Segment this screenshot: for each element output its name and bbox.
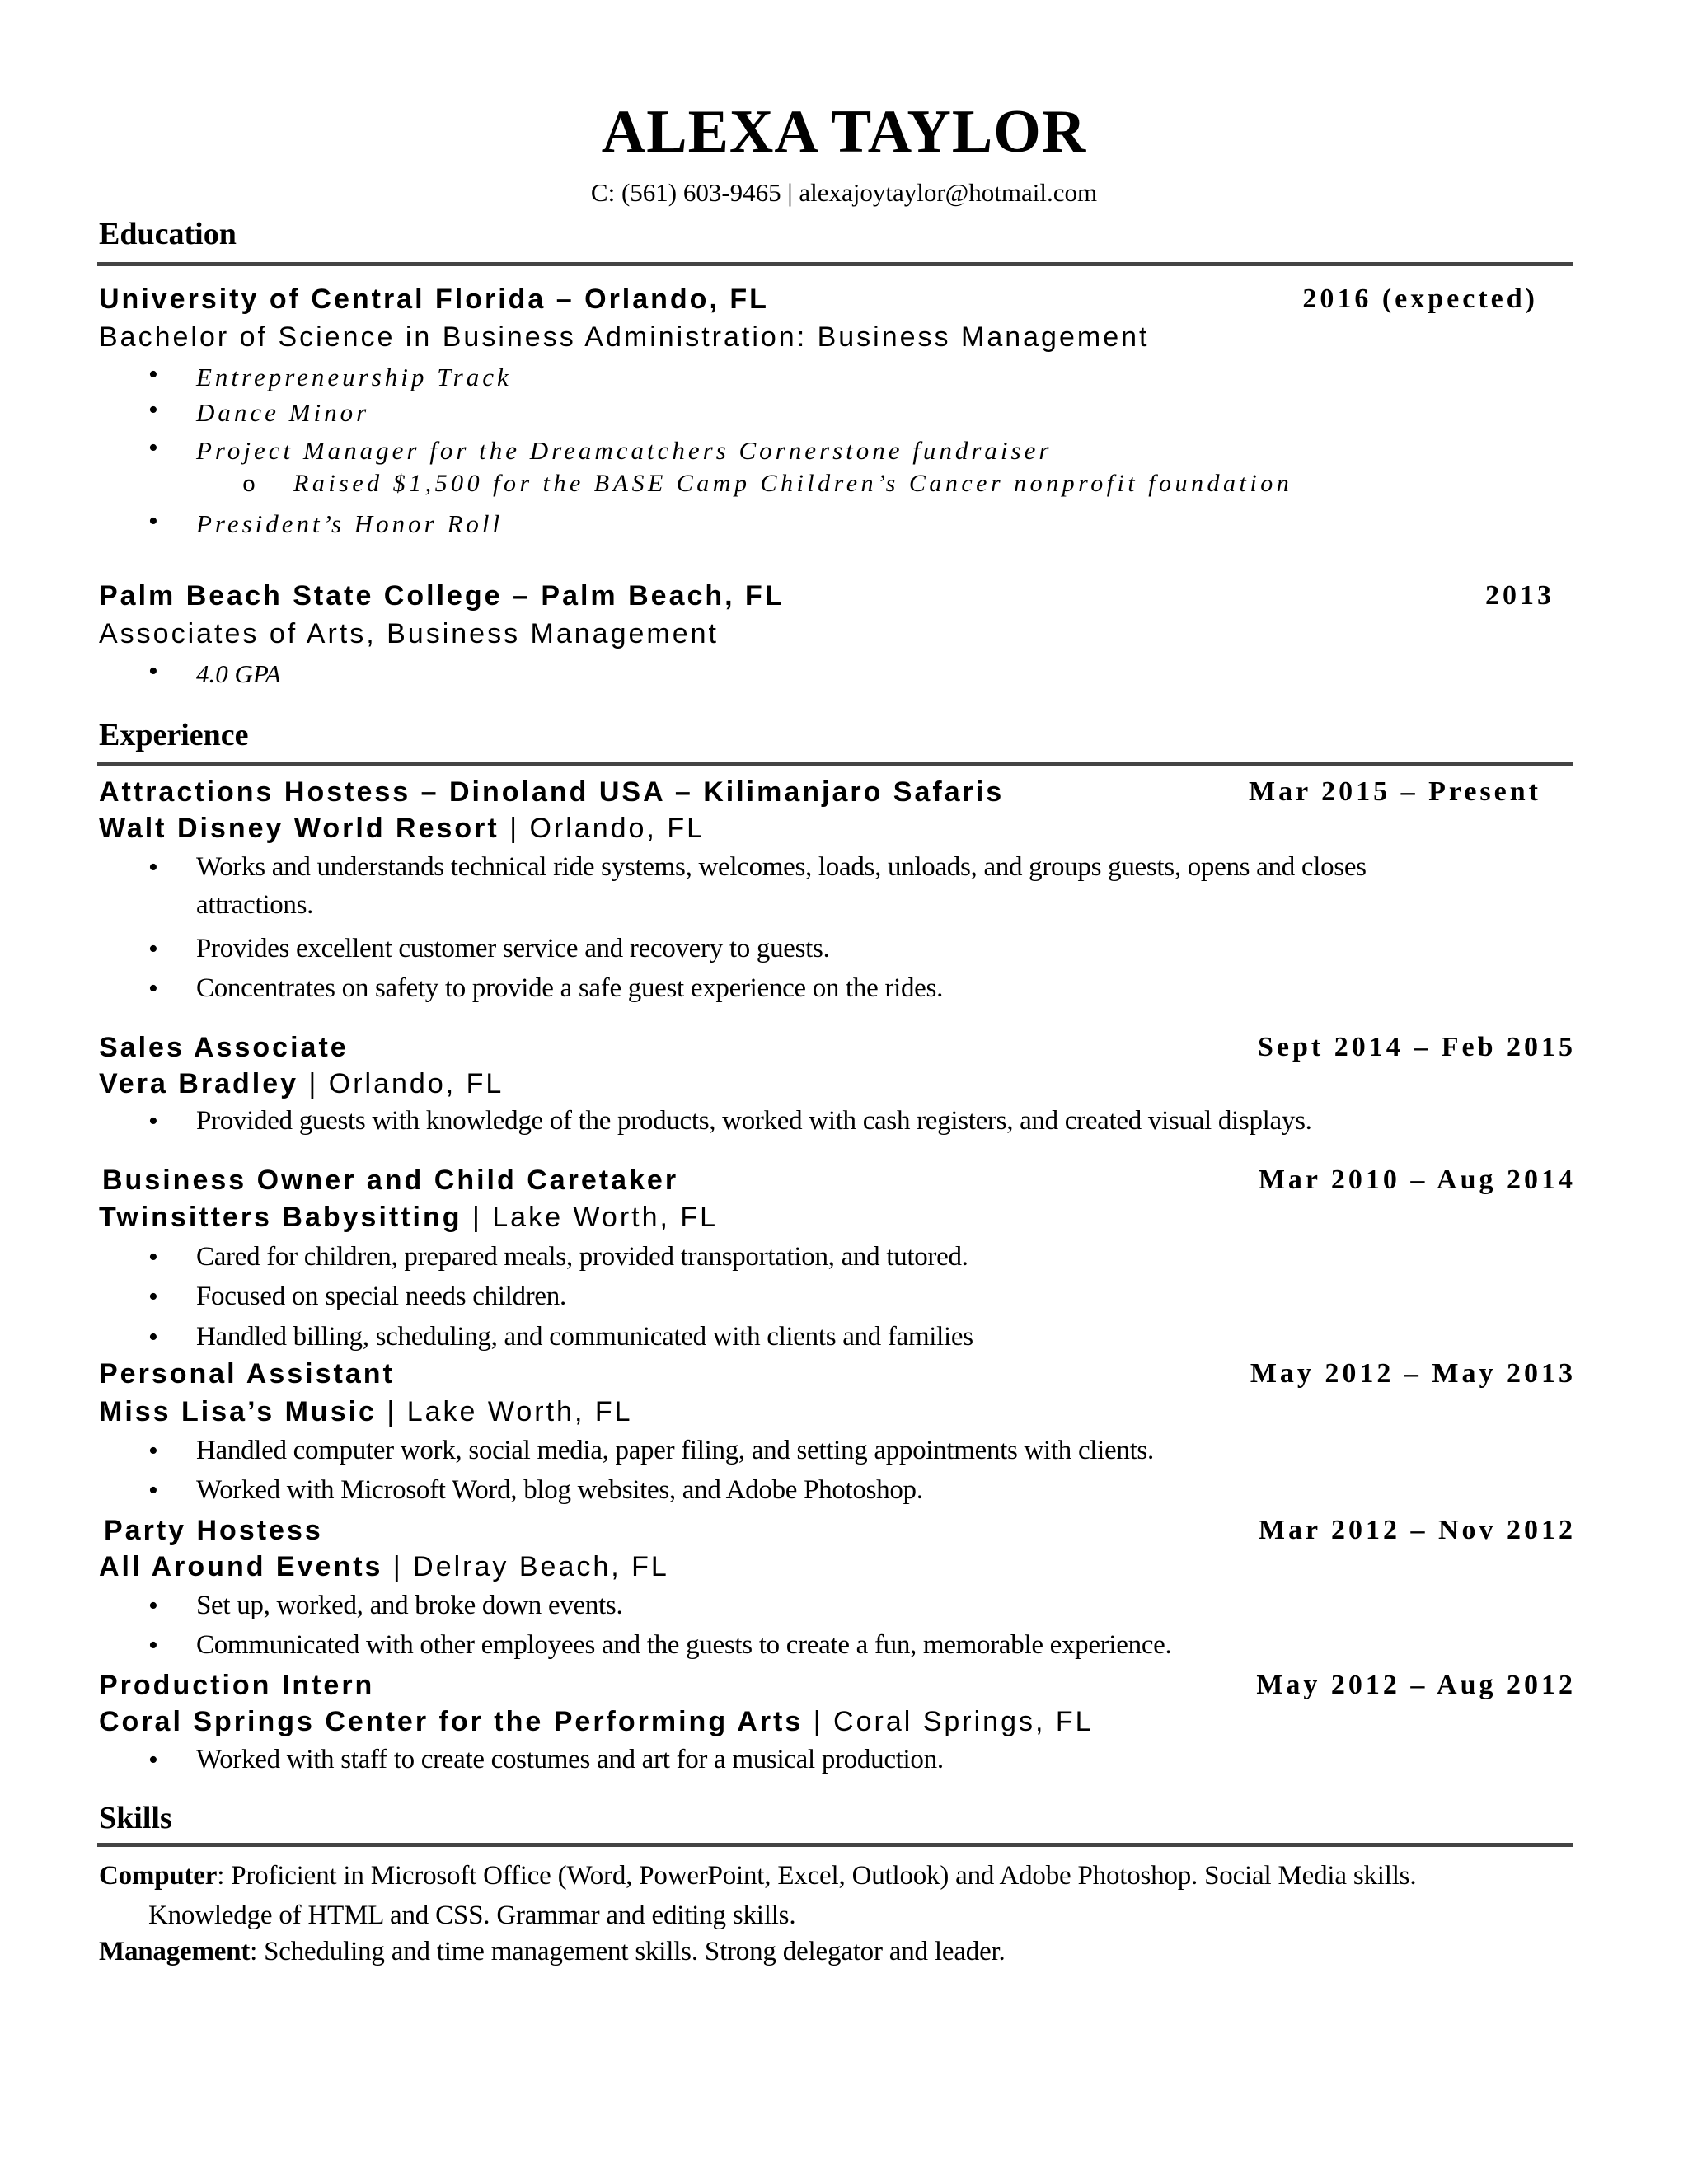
skill-text: : Proficient in Microsoft Office (Word, PowerPoint, Excel, Outlook) and Adobe Photoshop. Social Media skills. [217, 1861, 1417, 1891]
employer-location: | Lake Worth, FL [387, 1396, 633, 1427]
employer-location: | Coral Springs, FL [813, 1706, 1094, 1737]
list-item: Provides excellent customer service and recovery to guests. [196, 934, 830, 963]
employer-name: Walt Disney World Resort [99, 813, 499, 844]
list-item-continuation: attractions. [196, 890, 314, 920]
job-dates: May 2012 – May 2013 [1250, 1358, 1576, 1389]
employer-name: All Around Events [99, 1551, 383, 1582]
employer-location: | Delray Beach, FL [392, 1551, 669, 1582]
bullet-icon: • [148, 1322, 158, 1352]
bullet-icon: • [148, 506, 158, 537]
education-date: 2013 [1485, 580, 1554, 611]
employer-line [99, 1068, 504, 1100]
employer-location: | Orlando, FL [509, 813, 705, 844]
job-title: Attractions Hostess – Dinoland USA – Kilimanjaro Safaris [99, 776, 1005, 808]
job-dates: Mar 2012 – Nov 2012 [1258, 1515, 1576, 1545]
institution-name: University of Central Florida – Orlando, FL [99, 284, 769, 315]
job-title: Party Hostess [104, 1515, 323, 1546]
bullet-icon: • [148, 1242, 158, 1272]
degree: Associates of Arts, Business Management [99, 618, 719, 649]
list-item: Provided guests with knowledge of the products, worked with cash registers, and created visual displays. [196, 1106, 1312, 1136]
section-divider [97, 1843, 1573, 1847]
list-item: 4.0 GPA [196, 659, 281, 688]
applicant-name: ALEXA TAYLOR [601, 98, 1087, 166]
list-item: Set up, worked, and broke down events. [196, 1591, 623, 1620]
job-dates: Mar 2015 – Present [1249, 776, 1541, 807]
section-title-experience: Experience [99, 718, 249, 752]
employer-name: Miss Lisa’s Music [99, 1396, 377, 1427]
employer-location: | Orlando, FL [308, 1068, 504, 1099]
section-divider [97, 262, 1573, 266]
sub-bullet-icon: o [242, 472, 256, 497]
job-dates: Mar 2010 – Aug 2014 [1258, 1165, 1576, 1195]
job-dates: Sept 2014 – Feb 2015 [1258, 1032, 1576, 1062]
job-title: Production Intern [99, 1670, 375, 1701]
bullet-icon: • [148, 1475, 158, 1506]
section-title-skills: Skills [99, 1801, 172, 1835]
bullet-icon: • [148, 433, 158, 463]
skill-label: Computer [99, 1861, 218, 1891]
employer-line [99, 1396, 633, 1428]
employer-line [99, 1202, 718, 1234]
skill-management [99, 1937, 1006, 1967]
bullet-icon: • [148, 1630, 158, 1661]
employer-line [99, 1706, 1094, 1738]
employer-location: | Lake Worth, FL [471, 1202, 719, 1233]
list-item: Cared for children, prepared meals, provided transportation, and tutored. [196, 1242, 968, 1272]
employer-name: Twinsitters Babysitting [99, 1202, 462, 1233]
contact-line: C: (561) 603-9465 | alexajoytaylor@hotmail.com [590, 178, 1098, 207]
bullet-icon: • [148, 934, 158, 964]
list-item: Focused on special needs children. [196, 1282, 566, 1311]
employer-line [99, 1551, 669, 1583]
education-date: 2016 (expected) [1302, 284, 1538, 314]
bullet-icon: • [148, 656, 158, 687]
bullet-icon: • [148, 1282, 158, 1312]
bullet-icon: • [148, 1436, 158, 1466]
institution-name: Palm Beach State College – Palm Beach, FL [99, 580, 785, 612]
job-title: Sales Associate [99, 1032, 349, 1063]
bullet-icon: • [148, 395, 158, 425]
list-item: Works and understands technical ride systems, welcomes, loads, unloads, and groups guests, opens and closes [196, 852, 1367, 882]
list-item: President’s Honor Roll [196, 509, 504, 538]
list-item: Handled computer work, social media, paper filing, and setting appointments with clients. [196, 1436, 1154, 1465]
skill-text: : Scheduling and time management skills. Strong delegator and leader. [250, 1937, 1006, 1966]
job-title: Business Owner and Child Caretaker [102, 1165, 679, 1196]
list-item: Worked with Microsoft Word, blog websites, and Adobe Photoshop. [196, 1475, 923, 1505]
list-item: Project Manager for the Dreamcatchers Cornerstone fundraiser [196, 436, 1053, 465]
list-item: Entrepreneurship Track [196, 363, 512, 391]
employer-line [99, 813, 705, 845]
bullet-icon: • [148, 973, 158, 1004]
list-item: Dance Minor [196, 398, 370, 427]
degree: Bachelor of Science in Business Administration: Business Management [99, 321, 1150, 353]
job-title: Personal Assistant [99, 1358, 395, 1390]
bullet-icon: • [148, 359, 158, 390]
skill-computer [99, 1861, 1416, 1891]
list-item: Handled billing, scheduling, and communicated with clients and families [196, 1322, 973, 1352]
section-divider [97, 762, 1573, 766]
bullet-icon: • [148, 1106, 158, 1137]
job-dates: May 2012 – Aug 2012 [1256, 1670, 1576, 1700]
section-title-education: Education [99, 217, 237, 251]
skill-text-continuation: Knowledge of HTML and CSS. Grammar and editing skills. [148, 1900, 796, 1930]
bullet-icon: • [148, 852, 158, 883]
list-item: Concentrates on safety to provide a safe guest experience on the rides. [196, 973, 944, 1003]
list-item: Worked with staff to create costumes and art for a musical production. [196, 1745, 944, 1774]
list-item: Raised $1,500 for the BASE Camp Children’s Cancer nonprofit foundation [293, 470, 1293, 497]
skill-label: Management [99, 1937, 251, 1966]
bullet-icon: • [148, 1745, 158, 1775]
bullet-icon: • [148, 1591, 158, 1621]
employer-name: Coral Springs Center for the Performing Arts [99, 1706, 804, 1737]
employer-name: Vera Bradley [99, 1068, 299, 1099]
list-item: Communicated with other employees and the guests to create a fun, memorable experience. [196, 1630, 1172, 1660]
